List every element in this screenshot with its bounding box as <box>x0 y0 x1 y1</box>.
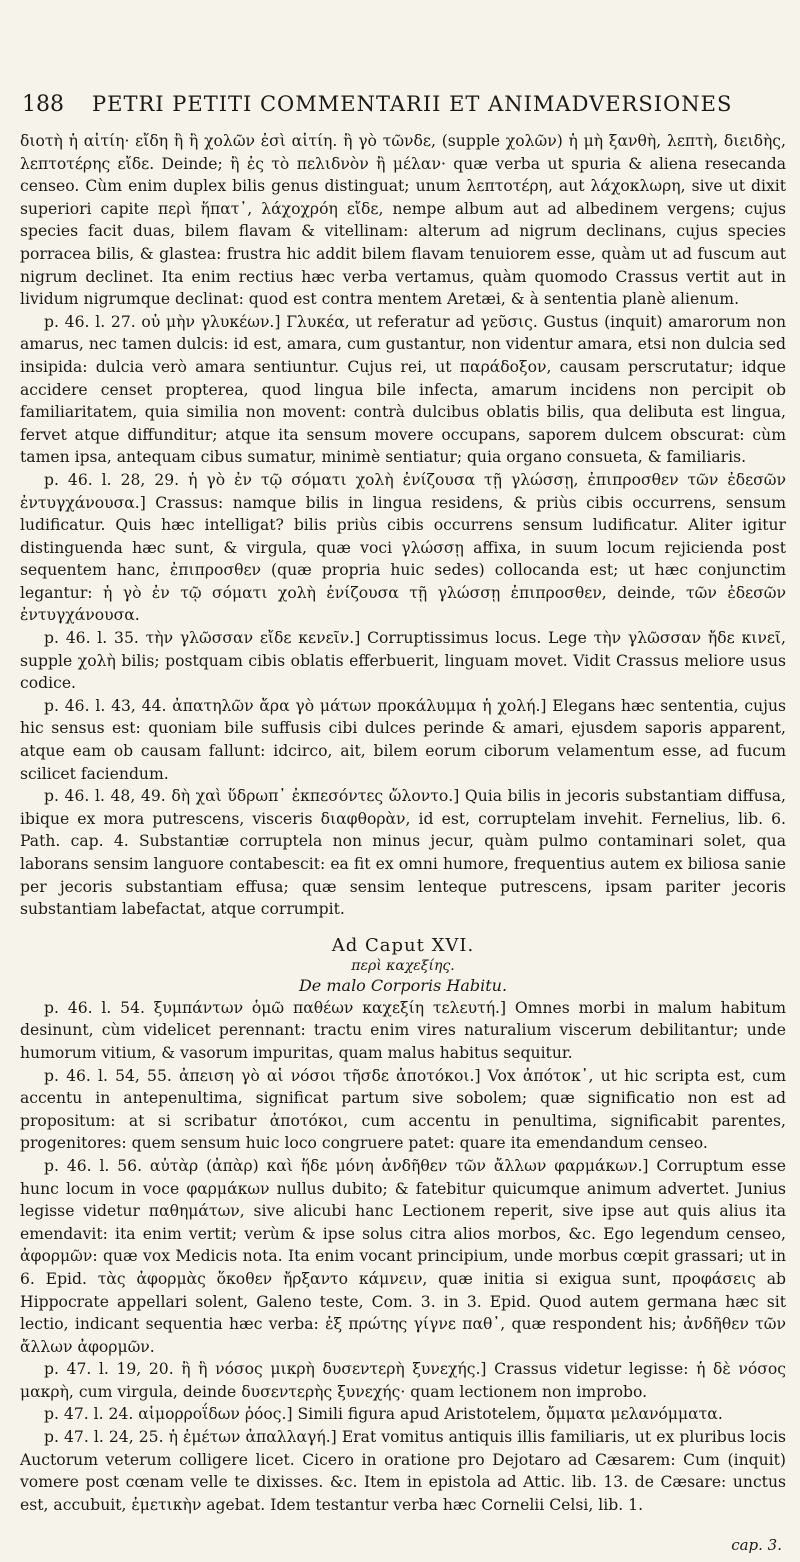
paragraph: p. 46. l. 28, 29. ἡ γὸ ἐν τῷ σόματι χολὴ ἐνίζουσα τῇ γλώσσῃ, ἐπιπροσθεν τῶν ἐδεσῶν ἐντυγχάνουσα.] Crassus: namque bilis in lingua residens, & priùs cibis occurrens, sensum ludificatur. Quis hæc intelligat? bilis priùs cibis occurrens sensum ludificatur. Aliter igitur distinguenda hæc sunt, & virgula, quæ voci γλώσσῃ affixa, in suum locum rejicienda post sequentem hanc, ἐπιπροσθεν (quæ propria huic sedes) collocanda est; ut hæc conjunctim legantur: ἡ γὸ ἐν τῷ σόματι χολὴ ἐνίζουσα τῇ γλώσσῃ ἐπιπροσθεν, deinde, τῶν ἐδεσῶν ἐντυγχάνουσα. <box>20 470 786 625</box>
paragraph: p. 46. l. 27. οὐ μὴν γλυκέων.] Γλυκέα, ut referatur ad γεῦσις. Gustus (inquit) amarorum non amarus, nec tamen dulcis: id est, amara, cum gustantur, non videntur amara, etsi non dulcia sed insipida: dulcia verò amara sentiuntur. Cujus rei, ut παράδοξον, causam perscrutatur; idque accidere censet propterea, quod lingua bile infecta, amarum incidens non percipit ob familiaritatem, quia similia non movent: contrà dulcibus oblatis bilis, qua delibuta est lingua, fervet atque diffunditur; atque ita sensum movere occupans, saporem dulcem obscurat: cùm tamen ipsa, antequam cibus sumatur, minimè sentiatur; quia organo consueta, & familiaris. <box>20 312 786 467</box>
paragraph: p. 46. l. 54. ξυμπάντων ὁμῶ παθέων καχεξίη τελευτή.] Omnes morbi in malum habitum desinunt, cùm videlicet perennant: tractu enim vires naturalium viscerum debilitantur; unde humorum vitium, & vasorum impuritas, quam malus habitus sequitur. <box>20 998 786 1062</box>
section-title: Ad Caput XVI. <box>331 934 475 956</box>
section-greek-title: περὶ καχεξίης. <box>351 957 455 974</box>
paragraph: διοτὴ ἡ αἰτίη· εἴδη ἢ ἢ χολῶν ἐσὶ αἰτίη. ἢ γὸ τῶνδε, (supple χολῶν) ἡ μὴ ξανθὴ, λεπτὴ, διειδὴς, λεπτοτέρης εἴδε. Deinde; ἢ ἐς τὸ πελιδνὸν ἢ μέλαν· quæ verba ut spuria & aliena resecanda censeo. Cùm enim duplex bilis genus distinguat; unum λεπτοτέρη, aut λάχοκλωρη, sive ut dixit superiori capite περὶ ἥπατ᾽, λάχοχρόη εἴδε, nempe album aut ad albedinem vergens; cujus species facit duas, bilem flavam & vitellinam: alterum ad nigrum declinans, cujus species porracea bilis, & glastea: frustra hic addit bilem flavam tenuiorem esse, quàm ut ad fuscum aut nigrum declinet. Ita enim rectius hæc verba vertamus, quàm quomodo Crassus vertit aut in lividum nigrumque declinat: quod est contra mentem Aretæi, & à sententia planè alienum. <box>20 132 786 309</box>
paragraph: p. 47. l. 24, 25. ἡ ἐμέτων ἀπαλλαγή.] Erat vomitus antiquis illis familiaris, ut ex pluribus locis Auctorum veterum colligere licet. Cicero in oratione pro Dejotaro ad Cæsarem: Cum (inquit) vomere post cœnam velle te dixisses. &c. Item in epistola ad Attic. lib. 13. de Cæsare: unctus est, accubuit, ἐμετικὴν agebat. Idem testantur verba hæc Cornelii Celsi, lib. 1. <box>20 1428 786 1514</box>
page-header <box>22 92 786 122</box>
paragraph: p. 47. l. 19, 20. ἢ ἢ νόσος μικρὴ δυσεντερὴ ξυνεχής.] Crassus videtur legisse: ἡ δὲ νόσος μακρὴ, cum virgula, deinde δυσεντερὴς ξυνεχής· quam lectionem non improbo. <box>20 1360 786 1401</box>
paragraph: p. 46. l. 35. τὴν γλῶσσαν εἴδε κενεῖν.] Corruptissimus locus. Lege τὴν γλῶσσαν ἤδε κινεῖ, supple χολὴ bilis; postquam cibis oblatis efferbuerit, linguam movet. Vidit Crassus meliore usus codice. <box>20 629 786 693</box>
paragraph: p. 46. l. 56. αὐτὰρ (ἀπὰρ) καὶ ἥδε μόνη ἀνδῆθεν τῶν ἄλλων φαρμάκων.] Corruptum esse hunc locum in voce φαρμάκων nullus dubito; & fatebitur quicumque animum advertet. Junius legisse videtur παθημάτων, sive alicubi hanc Lectionem reperit, sive ipse aut quis alius ita emendavit: ita enim vertit; verùm & ipse solus citra alios morbos, &c. Ego legendum censeo, ἀφορμῶν: quæ vox Medicis nota. Ita enim vocant principium, unde morbus cœpit grassari; ut in 6. Epid. τὰς ἀφορμὰς ὅκοθεν ἤρξαντο κάμνειν, quæ initia si exigua sunt, προφάσεις ab Hippocrate appellari solent, Galeno teste, Com. 3. in 3. Epid. Quod autem germana hæc sit lectio, indicant sequentia hæc verba: ἐξ πρώτης γίγνε παθ᾽, quæ respondent his; ἀνδῆθεν τῶν ἄλλων ἀφορμῶν. <box>20 1156 786 1356</box>
paragraph: p. 46. l. 43, 44. ἀπατηλῶν ἄρα γὸ μάτων προκάλυμμα ἡ χολή.] Elegans hæc sententia, cujus hic sensus est: quoniam bile suffusis cibi dulces perinde & amari, ejusdem saporis apparent, atque eam ob causam fallunt: idcirco, ait, bilem eorum ciborum velamentum esse, ad fucum scilicet faciendum. <box>20 696 786 783</box>
page-body <box>20 130 786 1516</box>
page-number: 188 <box>22 92 64 117</box>
paragraph: p. 46. l. 54, 55. ἀπειση γὸ αἱ νόσοι τῆσδε ἀποτόκοι.] Vox ἀπότοκ᾽, ut hic scripta est, cum accentu in antepenultima, significat partum sive sobolem; quæ significatio non est ad propositum: at si scribatur ἀποτόκοι, cum accentu in penultima, significabit parentes, progenitores: quem sensum huic loco congruere patet: quare ita emendandum censeo. <box>20 1066 786 1153</box>
paragraph: p. 46. l. 48, 49. δὴ χαὶ ὕδρωπ᾽ ἐκπεσόντες ὤλοντο.] Quia bilis in jecoris substantiam diffusa, ibique ex mora putrescens, visceris διαφθορὰν, id est, corruptelam invehit. Fernelius, lib. 6. Path. cap. 4. Substantiæ corruptela non minus jecur, quàm pulmo contaminari solet, qua laborans sensim languore contabescit: ea fit ex omni humore, frequentius autem ex biliosa sanie per jecoris substantiam effusa; quæ sensim lenteque putrescens, ipsam pariter jecoris substantiam labefactat, atque corrumpit. <box>20 787 786 919</box>
section-subtitle: De malo Corporis Habitu. <box>298 975 508 995</box>
catchword: cap. 3. <box>731 1536 782 1554</box>
paragraph: p. 47. l. 24. αἱμορροΐδων ῥόος.] Simili figura apud Aristotelem, ὄμματα μελανόμματα. <box>44 1405 723 1424</box>
section-heading <box>20 935 786 995</box>
running-head: PETRI PETITI COMMENTARII ET ANIMADVERSIONES <box>92 92 733 116</box>
